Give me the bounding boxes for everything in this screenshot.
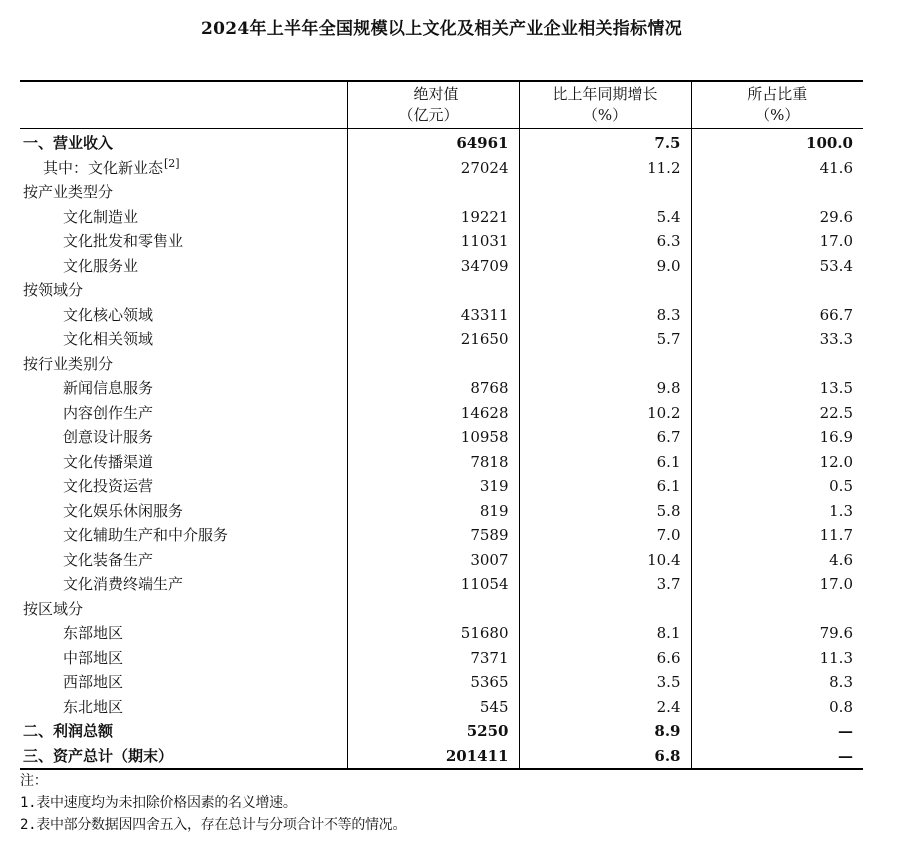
share-cell: 1.3 bbox=[691, 499, 863, 524]
row-label-cell bbox=[20, 597, 347, 622]
header-share bbox=[691, 81, 863, 129]
absolute-value-cell: 19221 bbox=[347, 205, 519, 230]
growth-cell: 7.0 bbox=[519, 523, 691, 548]
growth-cell: 2.4 bbox=[519, 695, 691, 720]
row-label: 文化娱乐休闲服务 bbox=[63, 501, 184, 520]
row-label: 按区域分 bbox=[23, 599, 84, 618]
table-row bbox=[20, 129, 863, 156]
growth-cell: 6.1 bbox=[519, 450, 691, 475]
header-absolute-value-unit: （亿元） bbox=[398, 106, 459, 124]
header-absolute-value bbox=[347, 81, 519, 129]
row-label: 文化辅助生产和中介服务 bbox=[63, 526, 229, 545]
row-label: 文化传播渠道 bbox=[63, 452, 154, 471]
footnote-ref: [2] bbox=[164, 156, 180, 170]
share-cell: 11.3 bbox=[691, 646, 863, 671]
share-cell: 100.0 bbox=[691, 129, 863, 156]
row-label-cell bbox=[20, 719, 347, 744]
row-label: 文化相关领域 bbox=[63, 330, 154, 349]
absolute-value-cell: 14628 bbox=[347, 401, 519, 426]
absolute-value-cell: 64961 bbox=[347, 129, 519, 156]
table-row bbox=[20, 254, 863, 279]
share-cell: 17.0 bbox=[691, 572, 863, 597]
notes-heading: 注： bbox=[20, 773, 48, 789]
share-cell: 22.5 bbox=[691, 401, 863, 426]
share-cell bbox=[691, 597, 863, 622]
row-label: 新闻信息服务 bbox=[63, 379, 154, 398]
table-row bbox=[20, 719, 863, 744]
absolute-value-cell: 5250 bbox=[347, 719, 519, 744]
row-label-cell bbox=[20, 156, 347, 181]
table-row bbox=[20, 327, 863, 352]
table-row bbox=[20, 303, 863, 328]
row-label-cell bbox=[20, 499, 347, 524]
absolute-value-cell: 43311 bbox=[347, 303, 519, 328]
row-label: 内容创作生产 bbox=[63, 403, 154, 422]
share-cell: 16.9 bbox=[691, 425, 863, 450]
growth-cell: 5.4 bbox=[519, 205, 691, 230]
header-share-unit: （%） bbox=[755, 106, 800, 124]
row-label: 文化服务业 bbox=[63, 256, 139, 275]
table-row bbox=[20, 352, 863, 377]
row-label: 其中：文化新业态 bbox=[43, 158, 164, 177]
absolute-value-cell: 7589 bbox=[347, 523, 519, 548]
growth-cell: 3.7 bbox=[519, 572, 691, 597]
row-label-cell bbox=[20, 303, 347, 328]
notes bbox=[20, 770, 406, 836]
growth-cell: 6.7 bbox=[519, 425, 691, 450]
table-body bbox=[20, 129, 863, 770]
growth-cell: 5.7 bbox=[519, 327, 691, 352]
share-cell: 8.3 bbox=[691, 670, 863, 695]
share-cell bbox=[691, 278, 863, 303]
row-label-cell bbox=[20, 670, 347, 695]
row-label-cell bbox=[20, 474, 347, 499]
growth-cell: 6.8 bbox=[519, 744, 691, 770]
absolute-value-cell: 27024 bbox=[347, 156, 519, 181]
table-row bbox=[20, 744, 863, 770]
note-item: 2.表中部分数据因四舍五入，存在总计与分项合计不等的情况。 bbox=[20, 817, 407, 833]
row-label: 东部地区 bbox=[63, 624, 124, 643]
growth-cell: 8.1 bbox=[519, 621, 691, 646]
table-row bbox=[20, 376, 863, 401]
growth-cell: 9.8 bbox=[519, 376, 691, 401]
row-label-cell bbox=[20, 129, 347, 156]
row-label: 西部地区 bbox=[63, 673, 124, 692]
absolute-value-cell: 7371 bbox=[347, 646, 519, 671]
absolute-value-cell: 7818 bbox=[347, 450, 519, 475]
row-label-cell bbox=[20, 695, 347, 720]
share-cell: 53.4 bbox=[691, 254, 863, 279]
table-row bbox=[20, 572, 863, 597]
row-label: 东北地区 bbox=[63, 697, 124, 716]
table-row bbox=[20, 597, 863, 622]
absolute-value-cell: 21650 bbox=[347, 327, 519, 352]
row-label-cell bbox=[20, 401, 347, 426]
note-item: 1.表中速度均为未扣除价格因素的名义增速。 bbox=[20, 795, 297, 811]
row-label-cell bbox=[20, 548, 347, 573]
header-category bbox=[20, 81, 347, 129]
table-row bbox=[20, 278, 863, 303]
row-label-cell bbox=[20, 450, 347, 475]
table-row bbox=[20, 670, 863, 695]
absolute-value-cell: 8768 bbox=[347, 376, 519, 401]
growth-cell: 6.6 bbox=[519, 646, 691, 671]
header-growth bbox=[519, 81, 691, 129]
row-label: 文化装备生产 bbox=[63, 550, 154, 569]
growth-cell: 9.0 bbox=[519, 254, 691, 279]
growth-cell: 6.3 bbox=[519, 229, 691, 254]
share-cell: — bbox=[691, 744, 863, 770]
row-label-cell bbox=[20, 646, 347, 671]
table-row bbox=[20, 401, 863, 426]
absolute-value-cell: 51680 bbox=[347, 621, 519, 646]
table-row bbox=[20, 450, 863, 475]
share-cell: 0.5 bbox=[691, 474, 863, 499]
absolute-value-cell: 11054 bbox=[347, 572, 519, 597]
header-growth-label: 比上年同期增长 bbox=[552, 85, 658, 103]
row-label-cell bbox=[20, 327, 347, 352]
share-cell: — bbox=[691, 719, 863, 744]
table-header bbox=[20, 81, 863, 129]
absolute-value-cell bbox=[347, 278, 519, 303]
row-label: 按领域分 bbox=[23, 281, 84, 300]
share-cell: 13.5 bbox=[691, 376, 863, 401]
share-cell: 17.0 bbox=[691, 229, 863, 254]
growth-cell: 7.5 bbox=[519, 129, 691, 156]
absolute-value-cell: 34709 bbox=[347, 254, 519, 279]
growth-cell bbox=[519, 278, 691, 303]
share-cell bbox=[691, 180, 863, 205]
row-label: 中部地区 bbox=[63, 648, 124, 667]
growth-cell: 5.8 bbox=[519, 499, 691, 524]
table-row bbox=[20, 156, 863, 181]
row-label-cell bbox=[20, 352, 347, 377]
row-label-cell bbox=[20, 254, 347, 279]
row-label: 文化投资运营 bbox=[63, 477, 154, 496]
share-cell: 41.6 bbox=[691, 156, 863, 181]
share-cell: 29.6 bbox=[691, 205, 863, 230]
share-cell bbox=[691, 352, 863, 377]
growth-cell bbox=[519, 352, 691, 377]
absolute-value-cell: 319 bbox=[347, 474, 519, 499]
growth-cell bbox=[519, 180, 691, 205]
table-row bbox=[20, 474, 863, 499]
table-row bbox=[20, 621, 863, 646]
row-label: 按产业类型分 bbox=[23, 183, 114, 202]
row-label-cell bbox=[20, 425, 347, 450]
absolute-value-cell bbox=[347, 597, 519, 622]
row-label-cell bbox=[20, 180, 347, 205]
row-label-cell bbox=[20, 205, 347, 230]
row-label: 创意设计服务 bbox=[63, 428, 154, 447]
share-cell: 33.3 bbox=[691, 327, 863, 352]
growth-cell: 11.2 bbox=[519, 156, 691, 181]
absolute-value-cell: 545 bbox=[347, 695, 519, 720]
row-label-cell bbox=[20, 376, 347, 401]
table-row bbox=[20, 180, 863, 205]
indicator-table bbox=[20, 80, 863, 770]
row-label-cell bbox=[20, 278, 347, 303]
row-label: 文化消费终端生产 bbox=[63, 575, 184, 594]
row-label: 二、利润总额 bbox=[23, 722, 114, 741]
table-row bbox=[20, 646, 863, 671]
table-row bbox=[20, 205, 863, 230]
absolute-value-cell: 3007 bbox=[347, 548, 519, 573]
absolute-value-cell: 819 bbox=[347, 499, 519, 524]
table-row bbox=[20, 523, 863, 548]
share-cell: 11.7 bbox=[691, 523, 863, 548]
share-cell: 66.7 bbox=[691, 303, 863, 328]
header-share-label: 所占比重 bbox=[747, 85, 808, 103]
absolute-value-cell: 5365 bbox=[347, 670, 519, 695]
growth-cell: 3.5 bbox=[519, 670, 691, 695]
share-cell: 79.6 bbox=[691, 621, 863, 646]
table-row bbox=[20, 695, 863, 720]
table-row bbox=[20, 548, 863, 573]
row-label-cell bbox=[20, 744, 347, 770]
row-label: 文化核心领域 bbox=[63, 305, 154, 324]
row-label: 一、营业收入 bbox=[23, 134, 114, 153]
row-label: 文化制造业 bbox=[63, 207, 139, 226]
growth-cell: 8.3 bbox=[519, 303, 691, 328]
absolute-value-cell: 11031 bbox=[347, 229, 519, 254]
growth-cell: 10.2 bbox=[519, 401, 691, 426]
absolute-value-cell: 201411 bbox=[347, 744, 519, 770]
row-label-cell bbox=[20, 523, 347, 548]
table-row bbox=[20, 499, 863, 524]
row-label: 文化批发和零售业 bbox=[63, 232, 184, 251]
growth-cell: 10.4 bbox=[519, 548, 691, 573]
header-absolute-value-label: 绝对值 bbox=[413, 85, 459, 103]
absolute-value-cell bbox=[347, 180, 519, 205]
share-cell: 4.6 bbox=[691, 548, 863, 573]
absolute-value-cell bbox=[347, 352, 519, 377]
growth-cell: 6.1 bbox=[519, 474, 691, 499]
share-cell: 0.8 bbox=[691, 695, 863, 720]
header-growth-unit: （%） bbox=[582, 106, 628, 124]
page-title: 2024年上半年全国规模以上文化及相关产业企业相关指标情况 bbox=[200, 19, 682, 39]
row-label-cell bbox=[20, 621, 347, 646]
table-row bbox=[20, 229, 863, 254]
row-label: 按行业类别分 bbox=[23, 354, 114, 373]
table-row bbox=[20, 425, 863, 450]
row-label-cell bbox=[20, 572, 347, 597]
growth-cell: 8.9 bbox=[519, 719, 691, 744]
row-label-cell bbox=[20, 229, 347, 254]
row-label: 三、资产总计（期末） bbox=[23, 746, 174, 765]
share-cell: 12.0 bbox=[691, 450, 863, 475]
absolute-value-cell: 10958 bbox=[347, 425, 519, 450]
growth-cell bbox=[519, 597, 691, 622]
